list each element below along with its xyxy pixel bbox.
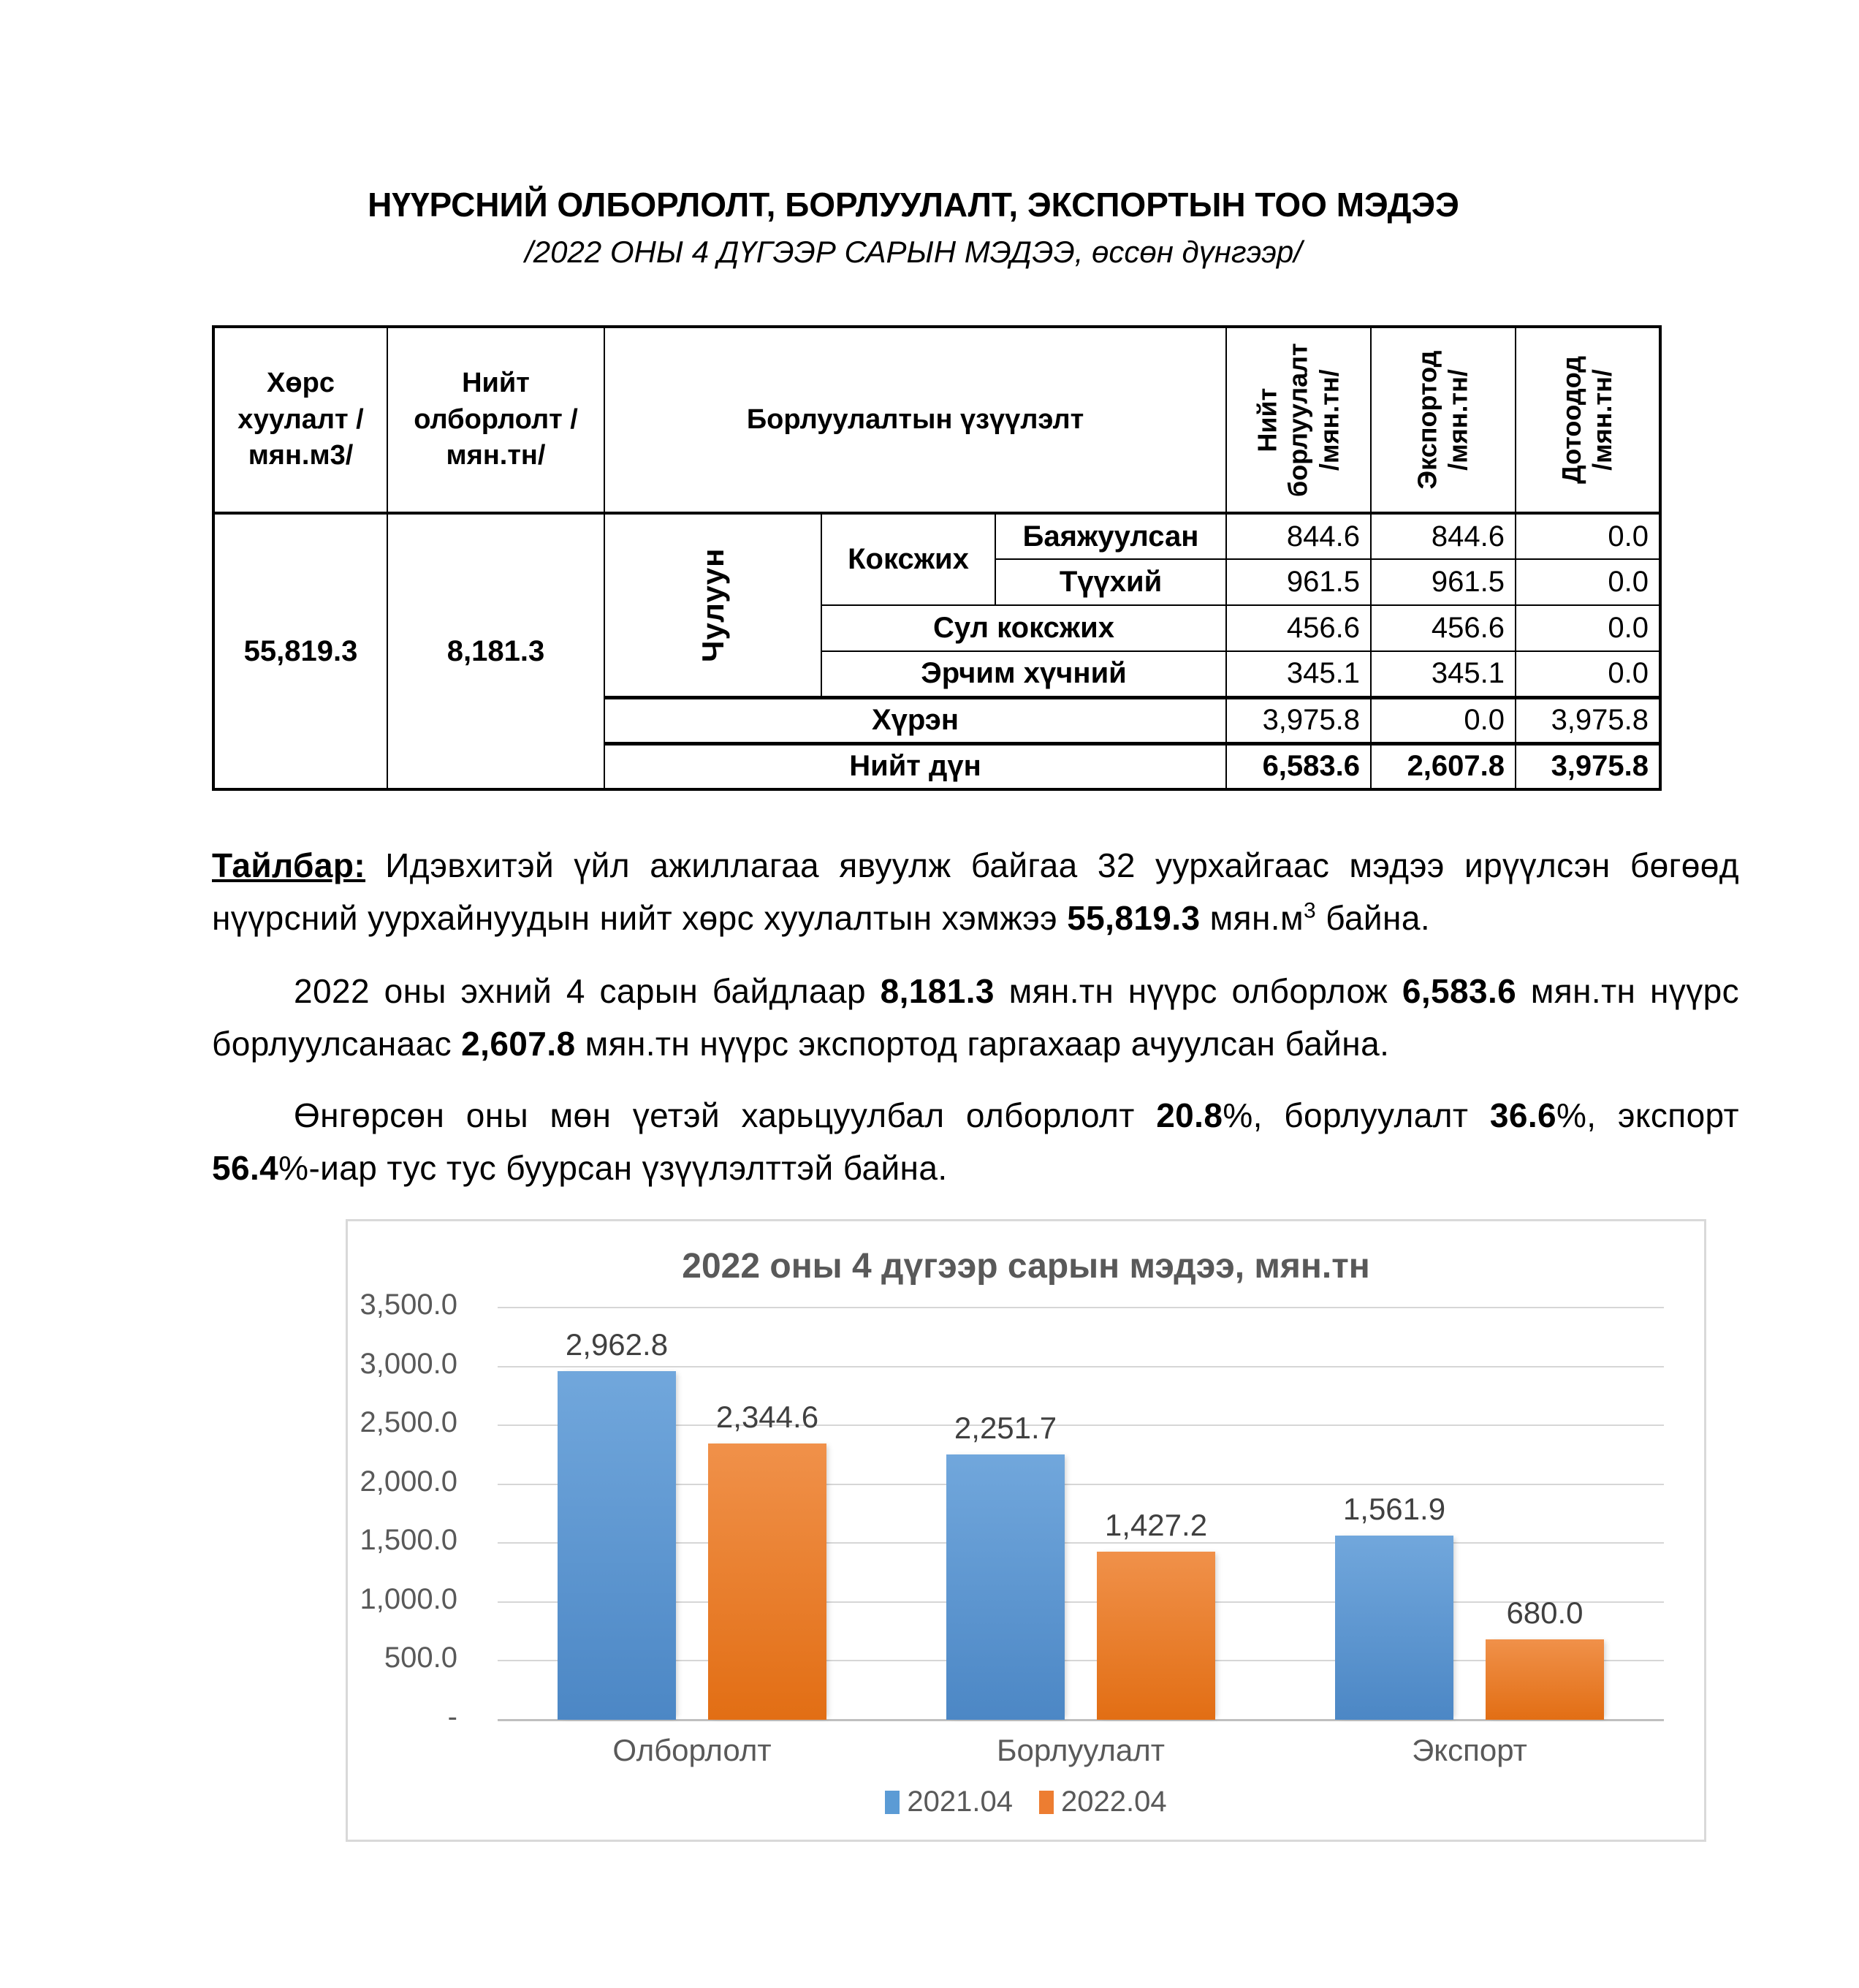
bar-2021.04-Борлуулалт xyxy=(946,1454,1065,1720)
cell-total-sales: 961.5 xyxy=(1226,559,1371,605)
bar-2022.04-Борлуулалт xyxy=(1097,1552,1215,1720)
text-segment: Өнгөрсөн оны мөн үетэй харьцуулбал олборлолт xyxy=(294,1096,1157,1134)
text-segment: Тайлбар: xyxy=(212,846,366,884)
legend-swatch-2022.04 xyxy=(1039,1791,1054,1814)
chart-legend xyxy=(348,1786,1704,1818)
text-segment: мян.тн нүүрс олборлож xyxy=(994,972,1402,1010)
cell-export: 961.5 xyxy=(1371,559,1516,605)
bar-value-label: 1,427.2 xyxy=(1104,1508,1208,1542)
cell-domestic: 0.0 xyxy=(1516,605,1660,651)
text-segment: 36.6 xyxy=(1489,1096,1556,1134)
row-label: Түүхий xyxy=(995,559,1226,605)
cell-export: 345.1 xyxy=(1371,651,1516,697)
text-segment: 55,819.3 xyxy=(1067,899,1201,937)
cell-export: 844.6 xyxy=(1371,513,1516,559)
header-domestic xyxy=(1516,327,1660,513)
coal-stats-table xyxy=(212,325,1662,791)
cell-domestic: 0.0 xyxy=(1516,513,1660,559)
bar-value-label: 2,344.6 xyxy=(715,1400,819,1434)
table-header-row xyxy=(213,327,1660,513)
text-segment: 2,607.8 xyxy=(461,1025,576,1063)
bar-2022.04-Олборлолт xyxy=(708,1443,826,1720)
x-category-label: Экспорт xyxy=(1412,1733,1527,1767)
stone-coal-cell xyxy=(604,513,821,697)
header-export xyxy=(1371,327,1516,513)
cell-total-sales: 844.6 xyxy=(1226,513,1371,559)
vertical-text-wrap xyxy=(1379,330,1508,509)
cell-domestic: 3,975.8 xyxy=(1516,697,1660,743)
text-segment: 56.4 xyxy=(212,1149,279,1187)
header-total-extraction: Нийт олборлолт /мян.тн/ xyxy=(387,327,604,513)
row-label: Хүрэн xyxy=(604,697,1226,743)
cell-domestic: 0.0 xyxy=(1516,559,1660,605)
legend-label: 2021.04 xyxy=(907,1786,1013,1818)
vertical-text-wrap xyxy=(1234,330,1363,509)
vertical-text-wrap xyxy=(606,515,820,694)
cell-total-sales: 3,975.8 xyxy=(1226,697,1371,743)
cell-export: 0.0 xyxy=(1371,697,1516,743)
header-unit: /мян.тн/ xyxy=(1314,369,1345,471)
text-segment: 2022 оны эхний 4 сарын байдлаар xyxy=(294,972,881,1010)
header-unit: /мян.тн/ xyxy=(1443,369,1474,471)
text-segment: %, борлуулалт xyxy=(1223,1096,1490,1134)
bar-value-label: 680.0 xyxy=(1506,1596,1584,1630)
text-segment: мян.тн нүүрс борлуулсанаас xyxy=(212,972,1739,1063)
header-total-sales xyxy=(1226,327,1371,513)
row-label: Эрчим хүчний xyxy=(821,651,1226,697)
header-label: Нийт борлуулалт xyxy=(1252,343,1313,497)
header-overburden: Хөрс хуулалт /мян.м3/ xyxy=(213,327,387,513)
page-title: НҮҮРСНИЙ ОЛБОРЛОЛТ, БОРЛУУЛАЛТ, ЭКСПОРТЫН ТОО МЭДЭЭ xyxy=(368,186,1459,224)
y-tick-label: 1,500.0 xyxy=(360,1524,457,1557)
total-row-label: Нийт дүн xyxy=(604,743,1226,789)
cell-export: 2,607.8 xyxy=(1371,743,1516,789)
cell-export: 456.6 xyxy=(1371,605,1516,651)
header-unit: /мян.тн/ xyxy=(1587,369,1618,471)
overburden-value: 55,819.3 xyxy=(213,513,387,789)
y-tick-label: 3,000.0 xyxy=(360,1347,457,1380)
table-row xyxy=(213,513,1660,559)
cell-domestic: 0.0 xyxy=(1516,651,1660,697)
y-tick-label: 2,000.0 xyxy=(360,1465,457,1498)
text-segment: 8,181.3 xyxy=(880,972,995,1010)
text-segment: мян.тн нүүрс экспортод гаргахаар ачуулсан байна. xyxy=(575,1025,1390,1063)
y-tick-label: 3,500.0 xyxy=(360,1289,457,1321)
page-subtitle: /2022 ОНЫ 4 ДҮГЭЭР САРЫН МЭДЭЭ, өссөн дүнгээр/ xyxy=(525,234,1302,269)
gridline xyxy=(498,1307,1664,1308)
cell-total-sales: 345.1 xyxy=(1226,651,1371,697)
cell-total-sales: 456.6 xyxy=(1226,605,1371,651)
header-sales-indicator: Борлуулалтын үзүүлэлт xyxy=(604,327,1226,513)
vertical-header-text xyxy=(1556,356,1619,484)
bar-2022.04-Экспорт xyxy=(1486,1639,1604,1720)
bar-value-label: 2,962.8 xyxy=(565,1327,669,1362)
coking-label: Коксжих xyxy=(821,513,995,605)
y-tick-label: 1,000.0 xyxy=(360,1582,457,1615)
chart-plot xyxy=(498,1308,1664,1720)
row-label: Баяжуулсан xyxy=(995,513,1226,559)
x-category-label: Олборлолт xyxy=(612,1733,772,1767)
document-header xyxy=(150,184,1677,270)
cell-domestic: 3,975.8 xyxy=(1516,743,1660,789)
legend-swatch-2021.04 xyxy=(885,1791,900,1814)
row-label: Сул коксжих xyxy=(821,605,1226,651)
y-tick-label: 2,500.0 xyxy=(360,1406,457,1439)
total-extraction-value: 8,181.3 xyxy=(387,513,604,789)
vertical-header-text xyxy=(1252,343,1345,497)
paragraph-summary xyxy=(212,965,1739,1070)
vertical-text-wrap xyxy=(1524,330,1651,509)
vertical-header-text xyxy=(1413,351,1475,490)
text-segment: Идэвхитэй үйл ажиллагаа явуулж байгаа 32 уурхайгаас мэдээ ирүүлсэн бөгөөд нүүрсний уурхайнуудын нийт хөрс хуулалтын хэмжээ xyxy=(212,846,1739,937)
chart-card xyxy=(346,1219,1706,1842)
stone-coal-label: Чулуун xyxy=(695,547,730,663)
paragraph-comparison xyxy=(212,1089,1739,1194)
text-segment: 3 xyxy=(1303,898,1317,923)
chart-title: 2022 оны 4 дүгээр сарын мэдээ, мян.тн xyxy=(682,1247,1370,1286)
header-label: Экспортод xyxy=(1412,350,1442,490)
text-segment: 6,583.6 xyxy=(1402,972,1517,1010)
text-segment: 20.8 xyxy=(1156,1096,1223,1134)
legend-label: 2022.04 xyxy=(1061,1786,1167,1818)
legend-item-2022.04 xyxy=(1039,1786,1167,1818)
gridline xyxy=(498,1366,1664,1367)
cell-total-sales: 6,583.6 xyxy=(1226,743,1371,789)
text-segment: %-иар тус тус буурсан үзүүлэлттэй байна. xyxy=(278,1149,948,1187)
legend-item-2021.04 xyxy=(885,1786,1013,1818)
text-segment: байна. xyxy=(1316,899,1430,937)
paragraph-note xyxy=(212,839,1739,944)
y-tick-label: - xyxy=(447,1701,457,1733)
bar-value-label: 2,251.7 xyxy=(954,1411,1057,1445)
y-tick-label: 500.0 xyxy=(384,1642,457,1674)
x-category-label: Борлуулалт xyxy=(996,1733,1166,1767)
header-label: Дотоодод xyxy=(1556,355,1587,485)
text-segment: мян.м xyxy=(1200,899,1304,937)
bar-value-label: 1,561.9 xyxy=(1342,1492,1446,1526)
text-segment: %, экспорт xyxy=(1556,1096,1739,1134)
